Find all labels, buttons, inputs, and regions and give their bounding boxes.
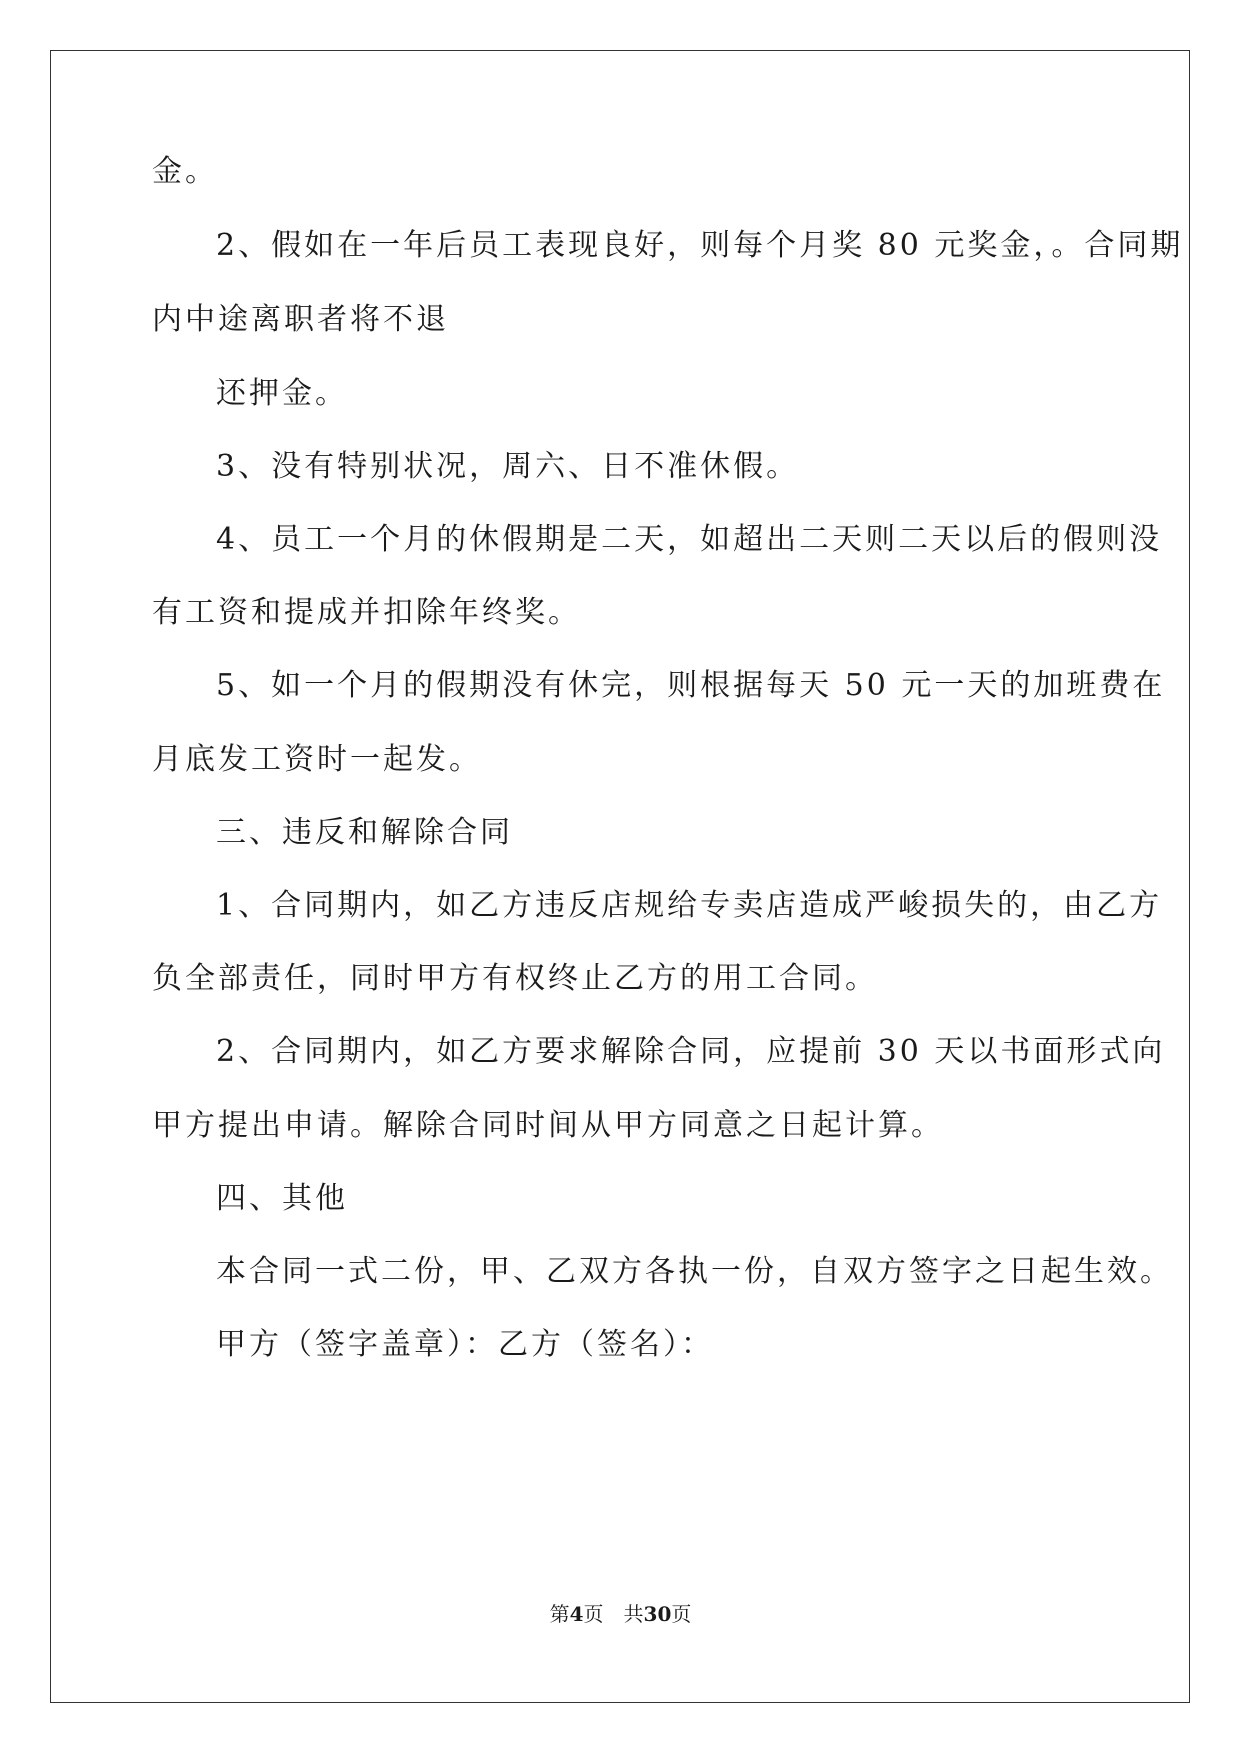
total-prefix: 共: [623, 1602, 644, 1626]
total-suffix: 页: [671, 1602, 692, 1626]
text-line: 内中途离职者将不退: [152, 302, 449, 337]
text-line: 月底发工资时一起发。: [152, 742, 482, 777]
text-line: 有工资和提成并扣除年终奖。: [152, 595, 581, 630]
text-line: 负全部责任，同时甲方有权终止乙方的用工合同。: [152, 961, 878, 996]
page-footer: [0, 1600, 1241, 1628]
signature-line: 甲方（签字盖章）：乙方（签名）：: [216, 1327, 714, 1362]
text-line: 5、如一个月的假期没有休完，则根据每天 50 元一天的加班费在: [216, 668, 1166, 703]
text-line: 金。: [152, 154, 218, 189]
page-border: [50, 50, 1190, 1703]
text-line: 本合同一式二份，甲、乙双方各执一份，自双方签字之日起生效。: [216, 1254, 1173, 1289]
total-pages: 30: [643, 1602, 672, 1626]
text-line: 甲方提出申请。解除合同时间从甲方同意之日起计算。: [152, 1108, 944, 1143]
page-number: 4: [569, 1602, 584, 1626]
text-line: 3、没有特别状况，周六、日不准休假。: [216, 449, 800, 484]
text-line: 2、假如在一年后员工表现良好，则每个月奖 80 元奖金，。合同期: [216, 228, 1184, 263]
text-line: 2、合同期内，如乙方要求解除合同，应提前 30 天以书面形式向: [216, 1034, 1166, 1069]
text-line: 4、员工一个月的休假期是二天，如超出二天则二天以后的假则没: [216, 522, 1163, 557]
text-line: 1、合同期内，如乙方违反店规给专卖店造成严峻损失的，由乙方: [216, 888, 1163, 923]
section-heading: 四、其他: [216, 1181, 348, 1216]
section-heading: 三、违反和解除合同: [216, 815, 513, 850]
text-line: 还押金。: [216, 376, 348, 411]
page-prefix: 第: [549, 1602, 570, 1626]
page-suffix: 页: [583, 1602, 604, 1626]
